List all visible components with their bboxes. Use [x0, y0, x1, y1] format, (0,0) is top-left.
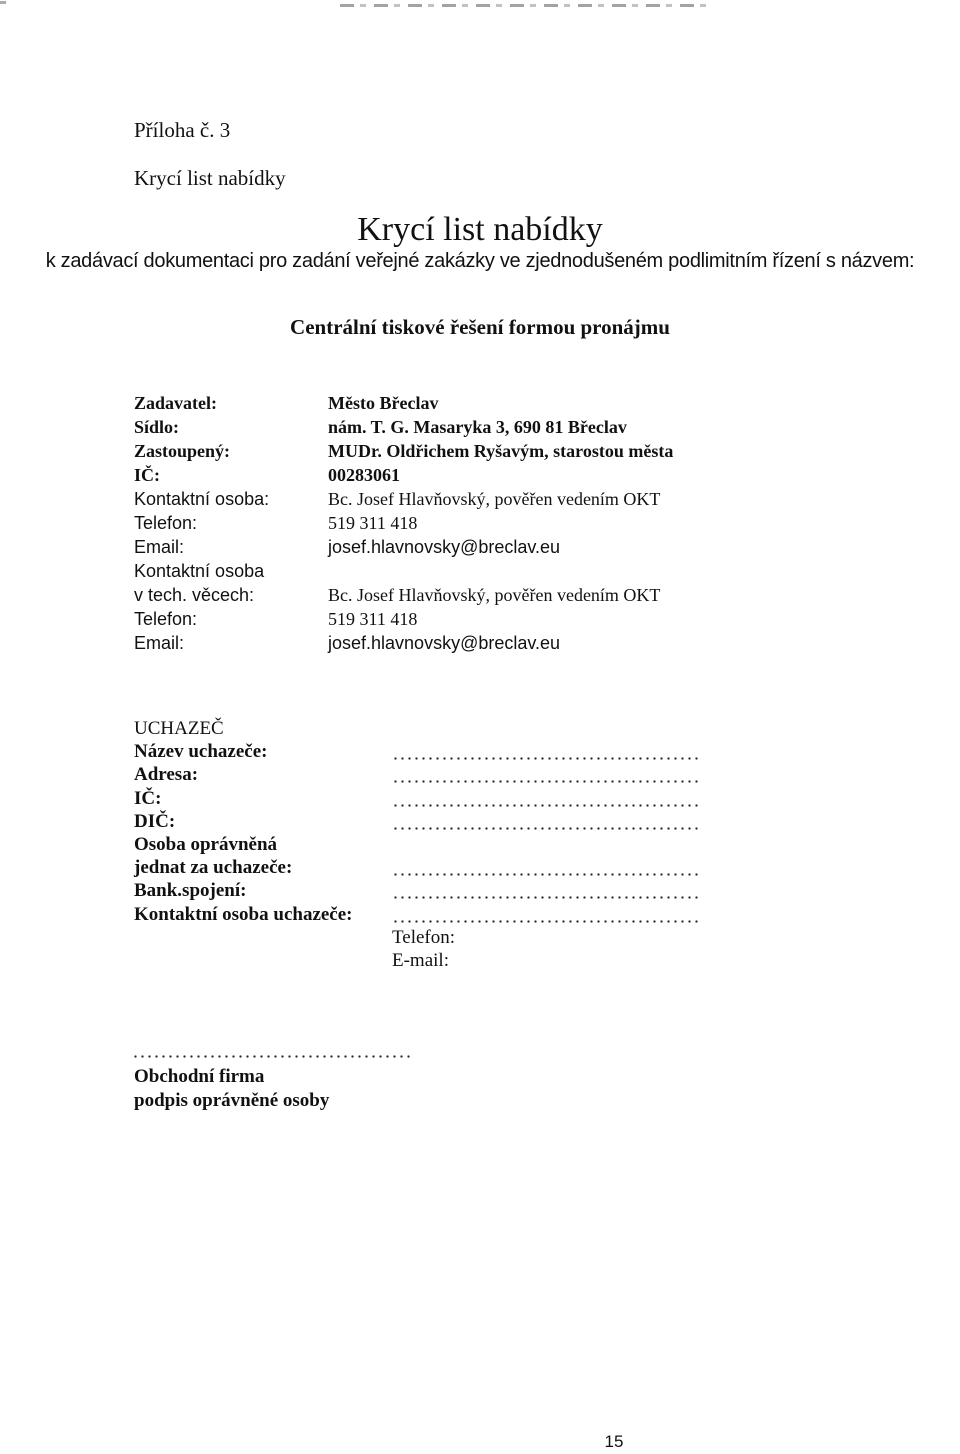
info-value: Bc. Josef Hlavňovský, pověřen vedením OKT [328, 489, 661, 509]
fill-in-dots[interactable] [392, 827, 698, 830]
info-label: Kontaktní osoba [134, 561, 265, 581]
bidder-contact-email-label: E-mail: [392, 949, 449, 971]
bidder-field-label: Bank.spojení: [134, 880, 247, 902]
scan-artifact-line [340, 4, 710, 7]
info-value: MUDr. Oldřichem Ryšavým, starostou města [328, 441, 674, 461]
fill-in-dots[interactable] [392, 896, 698, 899]
info-value: Město Břeclav [328, 393, 439, 413]
fill-in-dots[interactable] [392, 757, 698, 760]
bidder-field-label: Kontaktní osoba uchazeče: [134, 903, 353, 925]
bidder-contact-phone-label: Telefon: [392, 926, 456, 948]
signature-dots[interactable] [132, 1055, 412, 1058]
bidder-heading: UCHAZEČ [134, 718, 224, 739]
info-label: Email: [134, 537, 185, 557]
subtitle: k zadávací dokumentaci pro zadání veřejné zakázky ve zjednodušeném podlimitním řízení s názvem: [45, 250, 915, 272]
page-title: Krycí list nabídky [357, 211, 603, 248]
info-value: 519 311 418 [328, 609, 418, 629]
info-value: nám. T. G. Masaryka 3, 690 81 Břeclav [328, 417, 627, 437]
fill-in-dots[interactable] [392, 873, 698, 876]
scan-artifact-dot [0, 1, 6, 4]
info-label: IČ: [134, 465, 160, 485]
bidder-field-label: jednat za uchazeče: [134, 857, 293, 879]
info-label: Zastoupený: [134, 441, 231, 461]
bidder-field-label: Adresa: [134, 764, 199, 786]
info-label: Sídlo: [134, 417, 180, 437]
info-value: 00283061 [328, 465, 400, 485]
project-name: Centrální tiskové řešení formou pronájmu [290, 315, 670, 339]
info-label: Zadavatel: [134, 393, 217, 413]
info-value: Bc. Josef Hlavňovský, pověřen vedením OKT [328, 585, 661, 605]
info-value: 519 311 418 [328, 513, 418, 533]
bidder-field-label: Název uchazeče: [134, 741, 268, 763]
signature-company-label: Obchodní firma [134, 1066, 265, 1087]
annex-label: Příloha č. 3 [134, 118, 231, 142]
info-label: Telefon: [134, 609, 198, 629]
bidder-field-label: IČ: [134, 787, 162, 809]
signature-person-label: podpis oprávněné osoby [134, 1090, 330, 1111]
fill-in-dots[interactable] [392, 780, 698, 783]
info-label: Telefon: [134, 513, 198, 533]
info-label: Email: [134, 633, 185, 653]
info-label: Kontaktní osoba: [134, 489, 270, 509]
bidder-field-label: DIČ: [134, 810, 176, 832]
fill-in-dots[interactable] [392, 920, 698, 923]
info-value: josef.hlavnovsky@breclav.eu [328, 537, 561, 557]
small-title: Krycí list nabídky [134, 166, 286, 190]
fill-in-dots[interactable] [392, 804, 698, 807]
bidder-field-label: Osoba oprávněná [134, 833, 278, 855]
info-value: josef.hlavnovsky@breclav.eu [328, 633, 561, 653]
page-number: 15 [604, 1432, 624, 1451]
info-label: v tech. věcech: [134, 585, 255, 605]
